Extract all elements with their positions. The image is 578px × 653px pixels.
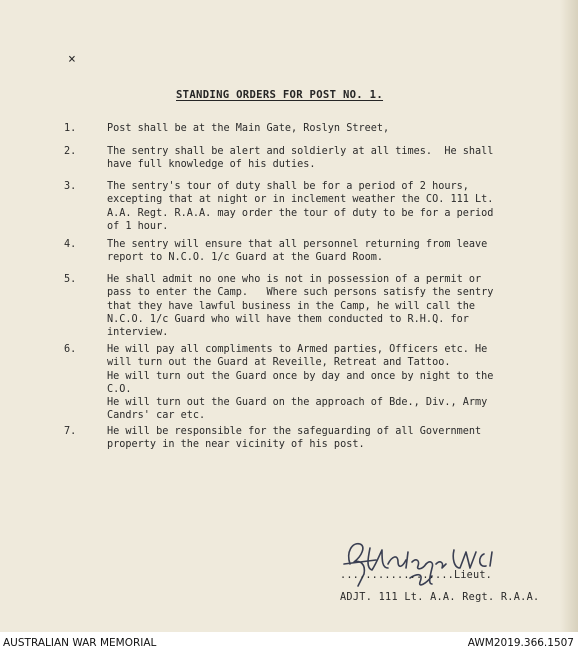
order-number: 4. (64, 239, 77, 250)
handwritten-signature (336, 534, 502, 598)
order-text: The sentry will ensure that all personnel returning from leave report to N.C.O. 1/c Guard at the Guard Room. (107, 239, 488, 264)
page-edge (560, 0, 578, 632)
order-text: He shall admit no one who is not in possession of a permit or pass to enter the Camp. Where such persons satisfy the sentry that they have lawful business in the Camp, he will call the N.C.O. 1/c Guard who will have them conducted to R.H.Q. for interview. (107, 274, 494, 339)
pen-mark: × (68, 52, 76, 67)
order-text: He will pay all compliments to Armed parties, Officers etc. He will turn out the Guard at Reveille, Retreat and Tattoo. He will turn out the Guard once by day and once by night to the C.O. He will turn out the Guard on the approach of Bde., Div., Army Candrs' car etc. (107, 344, 494, 422)
signature-line: ..................Lieut. (340, 570, 493, 581)
order-number: 5. (64, 274, 77, 285)
order-number: 6. (64, 344, 77, 355)
order-number: 2. (64, 146, 77, 157)
document-title: STANDING ORDERS FOR POST NO. 1. (176, 89, 384, 101)
signatory-title: ADJT. 111 Lt. A.A. Regt. R.A.A. (340, 592, 540, 603)
order-number: 1. (64, 123, 77, 134)
archive-reference: AWM2019.366.1507 (467, 637, 574, 649)
order-text: He will be responsible for the safeguarding of all Government property in the near vicinity of his post. (107, 426, 482, 451)
archive-name: AUSTRALIAN WAR MEMORIAL (3, 637, 157, 649)
order-number: 3. (64, 181, 77, 192)
archive-footer (0, 632, 578, 653)
order-text: The sentry's tour of duty shall be for a period of 2 hours, excepting that at night or in inclement weather the CO. 111 Lt. A.A. Regt. R.A.A. may order the tour of duty to be for a period of 1 hour. (107, 181, 494, 232)
order-text: The sentry shall be alert and soldierly at all times. He shall have full knowledge of his duties. (107, 146, 494, 171)
order-text: Post shall be at the Main Gate, Roslyn Street, (107, 123, 390, 134)
order-number: 7. (64, 426, 77, 437)
